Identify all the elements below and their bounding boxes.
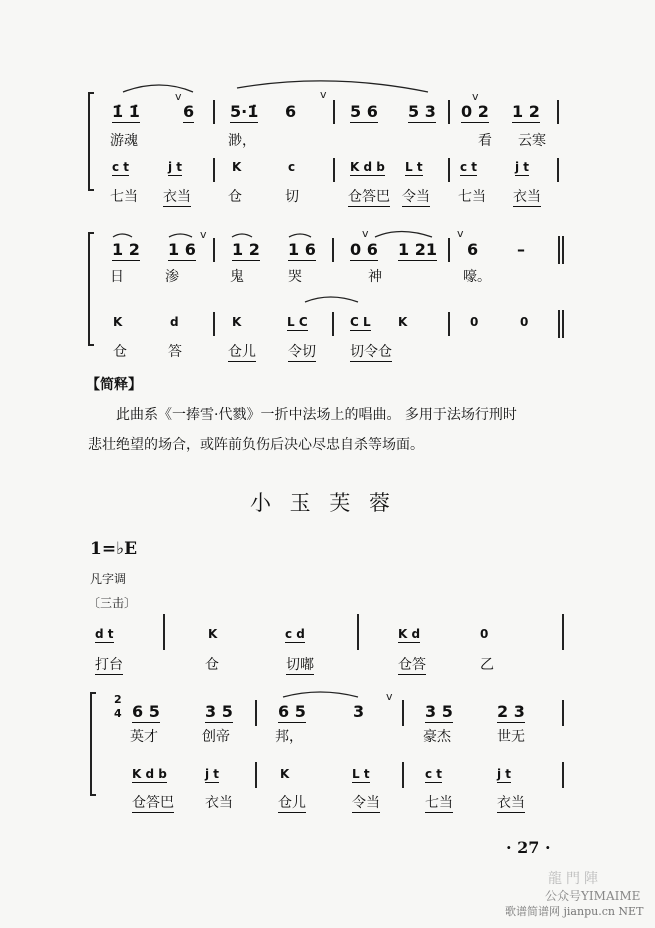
barline (562, 700, 564, 726)
percussion-symbol: L C (287, 315, 308, 329)
note: 0 2 (461, 102, 489, 121)
percussion-symbol: K (208, 627, 218, 641)
barline (255, 762, 257, 788)
svg-text:v: v (472, 90, 479, 103)
percussion-syllable: 仓 (113, 344, 127, 360)
barline (332, 312, 334, 336)
note: 6 5 (132, 702, 160, 721)
percussion-symbol: c d (285, 627, 305, 641)
note: 5 3 (408, 102, 436, 121)
barline (557, 100, 559, 124)
svg-text:v: v (175, 90, 182, 103)
note: 1 2 (512, 102, 540, 121)
percussion-syllable: 切令仓 (350, 344, 392, 360)
barline (402, 700, 404, 726)
percussion-symbol: d t (95, 627, 114, 641)
lyric: 渺， (228, 133, 256, 149)
percussion-symbol: j t (168, 160, 183, 174)
svg-text:v: v (386, 690, 393, 703)
lyric: 鬼 (230, 269, 244, 285)
note: 1 6 (168, 240, 196, 259)
lyric: 日 (110, 269, 124, 285)
percussion-syllable: 仓 (228, 189, 242, 205)
barline (562, 236, 564, 264)
song-title: 小 玉 芙 蓉 (250, 491, 397, 515)
percussion-syllable: 仓儿 (278, 795, 306, 811)
watermark-site: 歌谱简谱网 jianpu.cn NET (505, 905, 644, 918)
percussion-symbol: L t (352, 767, 370, 781)
note: 6 (467, 240, 479, 259)
lyric: 游魂 (110, 133, 138, 149)
barline (213, 158, 215, 182)
barline (402, 762, 404, 788)
note: 3 5 (205, 702, 233, 721)
percussion-symbol: j t (205, 767, 220, 781)
mode-label: 凡字调 (90, 572, 127, 586)
percussion-symbol: K d b (350, 160, 385, 174)
lyric: 看 (478, 133, 492, 149)
svg-text:v: v (362, 227, 369, 240)
percussion-symbol: K d (398, 627, 421, 641)
percussion-syllable: 七当 (110, 189, 138, 205)
percussion-symbol: 0 (470, 315, 479, 329)
barline (255, 700, 257, 726)
svg-text:v: v (320, 88, 327, 101)
key-signature: 1=♭E (90, 539, 138, 559)
barline (562, 614, 564, 650)
percussion-symbol: 0 (480, 627, 489, 641)
percussion-syllable: 七当 (458, 189, 486, 205)
percussion-symbol: K (232, 160, 242, 174)
lyric: 英才 (130, 729, 158, 745)
barline (558, 310, 560, 338)
watermark-logo: 龍門陣 (548, 871, 602, 887)
barline (448, 158, 450, 182)
lyric: 邦， (275, 729, 303, 745)
annotation-line-1: 此曲系《一捧雪·代戮》一折中法场上的唱曲。 多用于法场行刑时 (116, 407, 517, 423)
percussion-symbol: c t (112, 160, 130, 174)
annotation-heading: 【简释】 (86, 377, 142, 393)
percussion-symbol: j t (497, 767, 512, 781)
note: 1 6 (288, 240, 316, 259)
percussion-symbol: K (232, 315, 242, 329)
percussion-syllable: 仓答巴 (132, 795, 174, 811)
barline (163, 614, 165, 650)
note: 5·1̇ (230, 102, 259, 121)
note: 1 2 (232, 240, 260, 259)
note: – (517, 240, 525, 259)
barline (562, 762, 564, 788)
barline (333, 158, 335, 182)
barline (557, 158, 559, 182)
time-signature-bottom: 4 (114, 707, 122, 720)
percussion-symbol: C L (350, 315, 371, 329)
barline (448, 238, 450, 262)
percussion-symbol: j t (515, 160, 530, 174)
percussion-symbol: d (170, 315, 179, 329)
barline (213, 312, 215, 336)
lyric: 哭 (288, 269, 302, 285)
percussion-syllable: 衣当 (205, 795, 233, 811)
barline (332, 238, 334, 262)
annotation-line-2: 悲壮绝望的场合，或阵前负伤后决心尽忠自杀等场面。 (88, 437, 424, 453)
percussion-symbol: K (398, 315, 408, 329)
note: 1 21 (398, 240, 437, 259)
percussion-syllable: 仓答 (398, 657, 426, 673)
note: 0 6 (350, 240, 378, 259)
lyric: 豪杰 (423, 729, 451, 745)
intro-label: 〔三击〕 (88, 596, 137, 610)
barline (333, 100, 335, 124)
barline (448, 312, 450, 336)
percussion-syllable: 衣当 (497, 795, 525, 811)
svg-text:v: v (457, 227, 464, 240)
note: 3 5 (425, 702, 453, 721)
note: 3 (353, 702, 365, 721)
percussion-syllable: 仓答巴 (348, 189, 390, 205)
percussion-syllable: 乙 (480, 657, 494, 673)
lyric: 创帝 (202, 729, 230, 745)
lyric: 云寒 (518, 133, 546, 149)
watermark-account: 公众号YIMAIME (545, 889, 641, 903)
barline (213, 238, 215, 262)
percussion-syllable: 令当 (402, 189, 430, 205)
barline (448, 100, 450, 124)
percussion-syllable: 衣当 (163, 189, 191, 205)
percussion-syllable: 打台 (95, 657, 123, 673)
percussion-syllable: 答 (168, 344, 182, 360)
percussion-symbol: K (113, 315, 123, 329)
percussion-symbol: c t (460, 160, 478, 174)
percussion-syllable: 切嘟 (286, 657, 314, 673)
note: 5 6 (350, 102, 378, 121)
barline (558, 236, 560, 264)
note: 6 (183, 102, 195, 121)
percussion-symbol: L t (405, 160, 423, 174)
barline (562, 310, 564, 338)
svg-text:v: v (200, 228, 207, 241)
note: 6 5 (278, 702, 306, 721)
lyric: 世无 (497, 729, 525, 745)
percussion-syllable: 令切 (288, 344, 316, 360)
percussion-syllable: 切 (285, 189, 299, 205)
note: 6 (285, 102, 297, 121)
percussion-syllable: 仓 (205, 657, 219, 673)
percussion-symbol: 0 (520, 315, 529, 329)
lyric: 嚎。 (463, 269, 491, 285)
percussion-syllable: 仓儿 (228, 344, 256, 360)
page-number: · 27 · (506, 838, 551, 857)
barline (357, 614, 359, 650)
time-signature-top: 2 (114, 693, 122, 706)
percussion-syllable: 衣当 (513, 189, 541, 205)
note: 1 2 (112, 240, 140, 259)
percussion-symbol: c (288, 160, 296, 174)
percussion-symbol: c t (425, 767, 443, 781)
lyric: 渗 (165, 269, 179, 285)
lyric: 神 (368, 269, 382, 285)
note: 1̇ 1̇ (112, 102, 140, 121)
percussion-symbol: K d b (132, 767, 167, 781)
percussion-syllable: 令当 (352, 795, 380, 811)
percussion-symbol: K (280, 767, 290, 781)
percussion-syllable: 七当 (425, 795, 453, 811)
note: 2 3 (497, 702, 525, 721)
barline (213, 100, 215, 124)
